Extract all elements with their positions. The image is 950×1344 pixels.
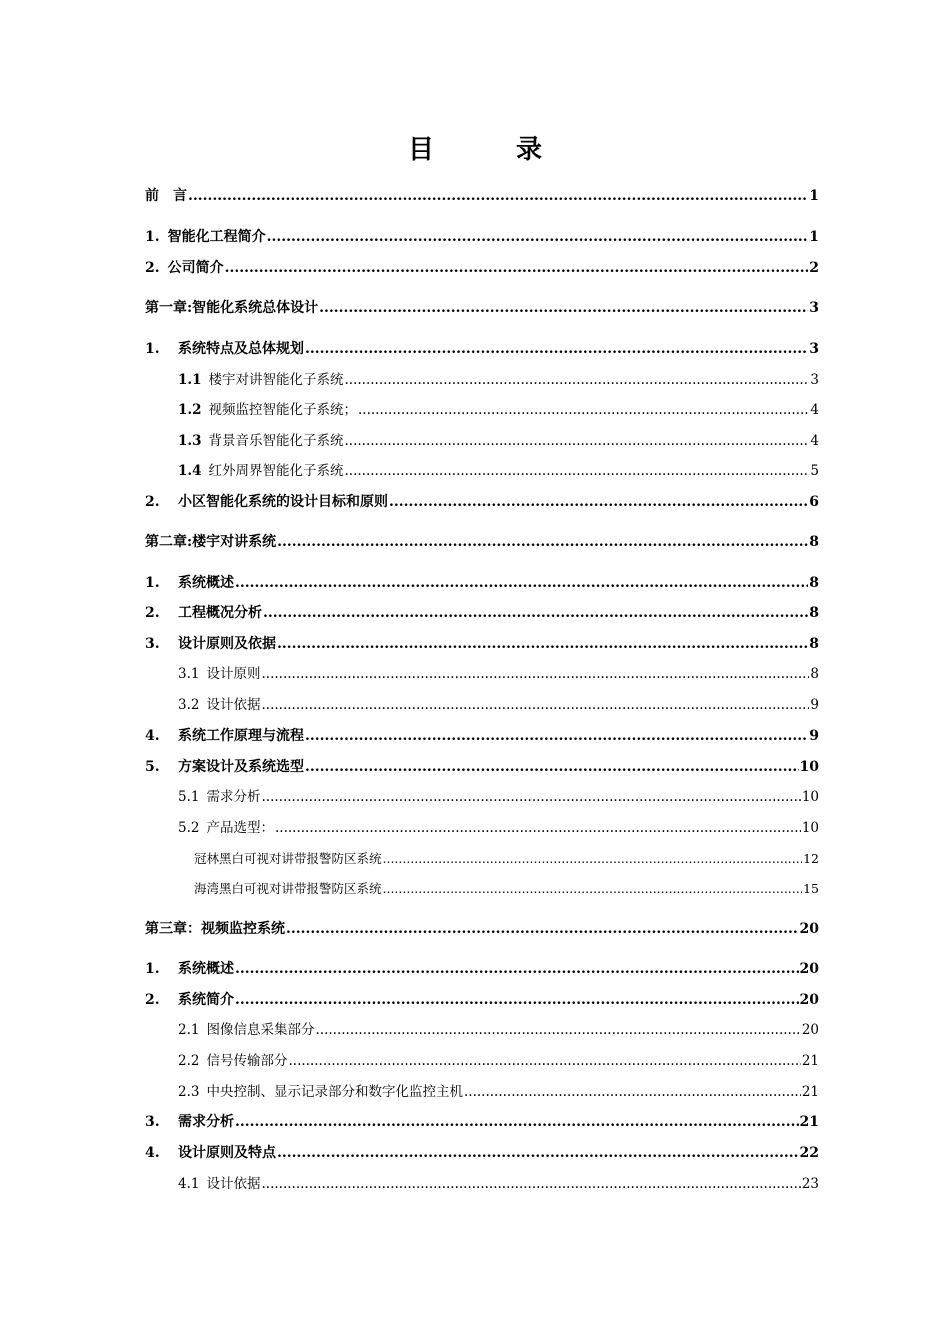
toc-page-number: 3 <box>810 372 819 388</box>
toc-entry-number: 1. <box>145 229 160 245</box>
toc-entry-text: 设计原则及依据 <box>178 636 276 652</box>
toc-leader <box>235 959 799 979</box>
toc-leader <box>305 339 808 359</box>
toc-leader <box>235 1112 799 1132</box>
toc-entry[interactable] <box>145 339 819 359</box>
toc-leader <box>305 757 799 777</box>
toc-page-number: 20 <box>801 1022 819 1038</box>
toc-subentry[interactable] <box>145 431 819 451</box>
toc-leader <box>286 919 799 939</box>
toc-page-number: 10 <box>799 759 819 775</box>
toc-page-number: 20 <box>799 992 819 1008</box>
toc-leader <box>383 879 803 899</box>
toc-subsubentry[interactable] <box>145 879 819 899</box>
toc-entry-number: 5.2 <box>178 820 200 836</box>
toc-page-number: 5 <box>810 463 819 479</box>
toc-entry[interactable] <box>145 573 819 593</box>
toc-page-number: 9 <box>809 728 819 744</box>
toc-leader <box>319 298 808 318</box>
toc-entry-number: 1. <box>145 961 160 977</box>
toc-page-number: 8 <box>809 575 819 591</box>
toc-entry-text: 设计原则 <box>206 666 261 682</box>
toc-leader <box>345 370 810 390</box>
toc-page-number: 4 <box>810 433 819 449</box>
toc-page-number: 8 <box>810 666 819 682</box>
toc-page-number: 9 <box>810 697 819 713</box>
toc-entry-text: 冠林黑白可视对讲带报警防区系统 <box>194 851 382 866</box>
toc-page-number: 8 <box>809 534 819 550</box>
toc-entry-number: 1.4 <box>178 463 202 479</box>
toc-page-number: 8 <box>809 605 819 621</box>
toc-subentry[interactable] <box>145 695 819 715</box>
toc-entry-text: 系统特点及总体规划 <box>178 341 304 357</box>
toc-subentry[interactable] <box>145 370 819 390</box>
toc-entry-text: 第二章:楼宇对讲系统 <box>145 534 277 550</box>
toc-page-number: 21 <box>801 1084 819 1100</box>
toc-leader <box>288 1051 800 1071</box>
toc-entry[interactable] <box>145 990 819 1010</box>
toc-leader <box>188 186 808 206</box>
toc-leader <box>261 664 809 684</box>
toc-entry-text: 设计依据 <box>206 697 261 713</box>
toc-entry-number: 4.1 <box>178 1176 200 1192</box>
toc-entry-text: 设计依据 <box>206 1176 261 1192</box>
toc-entry-text: 信号传输部分 <box>206 1053 288 1069</box>
toc-entry-text: 工程概况分析 <box>178 605 262 621</box>
toc-entry-number: 2. <box>145 494 160 510</box>
toc-entry[interactable] <box>145 726 819 746</box>
toc-page-number: 20 <box>799 921 819 937</box>
toc-leader <box>235 990 799 1010</box>
toc-entry-number: 1.3 <box>178 433 202 449</box>
toc-subentry[interactable] <box>145 1020 819 1040</box>
toc-entry-number: 2.3 <box>178 1084 200 1100</box>
toc-entry[interactable] <box>145 959 819 979</box>
toc-leader <box>277 634 808 654</box>
toc-entry-number: 3. <box>145 1114 160 1130</box>
toc-page-number: 15 <box>803 881 819 896</box>
toc-entry[interactable] <box>145 227 819 247</box>
toc-leader <box>267 227 809 247</box>
toc-entry-text: 系统概述 <box>178 575 234 591</box>
toc-page-number: 21 <box>799 1114 819 1130</box>
toc-subentry[interactable] <box>145 787 819 807</box>
toc-leader <box>345 461 810 481</box>
toc-leader <box>345 431 810 451</box>
toc-leader <box>263 603 808 623</box>
toc-entry-text: 系统简介 <box>178 992 234 1008</box>
toc-entry-number: 2. <box>145 605 160 621</box>
toc-entry-text: 智能化工程简介 <box>167 229 266 245</box>
toc-page-number: 6 <box>809 494 819 510</box>
toc-leader <box>277 1143 799 1163</box>
toc-entry[interactable] <box>145 634 819 654</box>
toc-entry-number: 5.1 <box>178 789 200 805</box>
toc-page-number: 3 <box>809 300 819 316</box>
toc-entry-text: 产品选型： <box>206 820 274 836</box>
toc-entry-text: 图像信息采集部分 <box>206 1022 315 1038</box>
toc-page-number: 3 <box>809 341 819 357</box>
toc-page-number: 4 <box>810 402 819 418</box>
toc-page-number: 1 <box>809 229 819 245</box>
toc-entry-number: 2.1 <box>178 1022 200 1038</box>
toc-entry[interactable] <box>145 492 819 512</box>
toc-entry-text: 方案设计及系统选型 <box>178 759 304 775</box>
toc-page-number: 22 <box>799 1145 819 1161</box>
toc-entry[interactable] <box>145 186 819 206</box>
toc-entry-text: 需求分析 <box>206 789 261 805</box>
toc-entry-text: 中央控制、显示记录部分和数字化监控主机 <box>206 1084 463 1100</box>
toc-subentry[interactable] <box>145 664 819 684</box>
toc-chapter-entry[interactable] <box>145 532 819 552</box>
toc-subentry[interactable] <box>145 1051 819 1071</box>
toc-leader <box>225 258 809 278</box>
toc-page-number: 23 <box>801 1176 819 1192</box>
toc-subentry[interactable] <box>145 461 819 481</box>
toc-entry-text: 设计原则及特点 <box>178 1145 276 1161</box>
toc-entry-text: 第三章：视频监控系统 <box>145 921 285 937</box>
toc-leader <box>383 849 803 869</box>
toc-page-number: 21 <box>801 1053 819 1069</box>
toc-entry-text: 前 言 <box>145 188 187 204</box>
toc-subentry[interactable] <box>145 400 819 420</box>
toc-entry-text: 背景音乐智能化子系统 <box>208 433 344 449</box>
toc-entry-number: 4. <box>145 728 160 744</box>
toc-entry[interactable] <box>145 258 819 278</box>
toc-subentry[interactable] <box>145 1082 819 1102</box>
toc-leader <box>464 1082 801 1102</box>
toc-entry-text: 楼宇对讲智能化子系统 <box>208 372 344 388</box>
toc-entry-text: 视频监控智能化子系统； <box>208 402 357 418</box>
toc-entry-number: 1.1 <box>178 372 202 388</box>
toc-entry-number: 3. <box>145 636 160 652</box>
toc-entry-number: 3.1 <box>178 666 200 682</box>
toc-entry-text: 红外周界智能化子系统 <box>208 463 344 479</box>
toc-page-number: 2 <box>809 260 819 276</box>
toc-leader <box>261 695 809 715</box>
toc-leader <box>277 532 808 552</box>
toc-entry-number: 1. <box>145 575 160 591</box>
toc-entry-number: 2. <box>145 992 160 1008</box>
toc-entry[interactable] <box>145 757 819 777</box>
toc-entry-text: 海湾黑白可视对讲带报警防区系统 <box>194 881 382 896</box>
toc-entry-number: 2.2 <box>178 1053 200 1069</box>
toc-leader <box>261 787 800 807</box>
toc-leader <box>305 726 808 746</box>
toc-page-number: 1 <box>809 188 819 204</box>
toc-page-number: 12 <box>803 851 819 866</box>
toc-entry-text: 第一章:智能化系统总体设计 <box>145 300 319 316</box>
toc-leader <box>235 573 808 593</box>
toc-entry-text: 系统概述 <box>178 961 234 977</box>
toc-leader <box>275 818 801 838</box>
toc-entry-text: 公司简介 <box>167 260 224 276</box>
toc-page-number: 20 <box>799 961 819 977</box>
toc-entry[interactable] <box>145 603 819 623</box>
toc-entry-number: 3.2 <box>178 697 200 713</box>
toc-entry-text: 需求分析 <box>178 1114 234 1130</box>
toc-entry-number: 1.2 <box>178 402 202 418</box>
toc-subsubentry[interactable] <box>145 849 819 869</box>
toc-title: 目 录 <box>407 135 570 165</box>
toc-chapter-entry[interactable] <box>145 919 819 939</box>
toc-entry-text: 系统工作原理与流程 <box>178 728 304 744</box>
toc-entry[interactable] <box>145 1112 819 1132</box>
toc-entry-text: 小区智能化系统的设计目标和原则 <box>178 494 388 510</box>
toc-entry-number: 2. <box>145 260 160 276</box>
toc-page-number: 10 <box>801 789 819 805</box>
toc-leader <box>358 400 809 420</box>
toc-leader <box>389 492 808 512</box>
toc-entry-number: 5. <box>145 759 160 775</box>
toc-subentry[interactable] <box>145 818 819 838</box>
toc-leader <box>261 1174 800 1194</box>
toc-subentry[interactable] <box>145 1174 819 1194</box>
toc-entry-number: 1. <box>145 341 160 357</box>
toc-page-number: 10 <box>801 820 819 836</box>
toc-leader <box>315 1020 800 1040</box>
toc-entry[interactable] <box>145 1143 819 1163</box>
toc-page-number: 8 <box>809 636 819 652</box>
toc-chapter-entry[interactable] <box>145 298 819 318</box>
toc-entry-number: 4. <box>145 1145 160 1161</box>
